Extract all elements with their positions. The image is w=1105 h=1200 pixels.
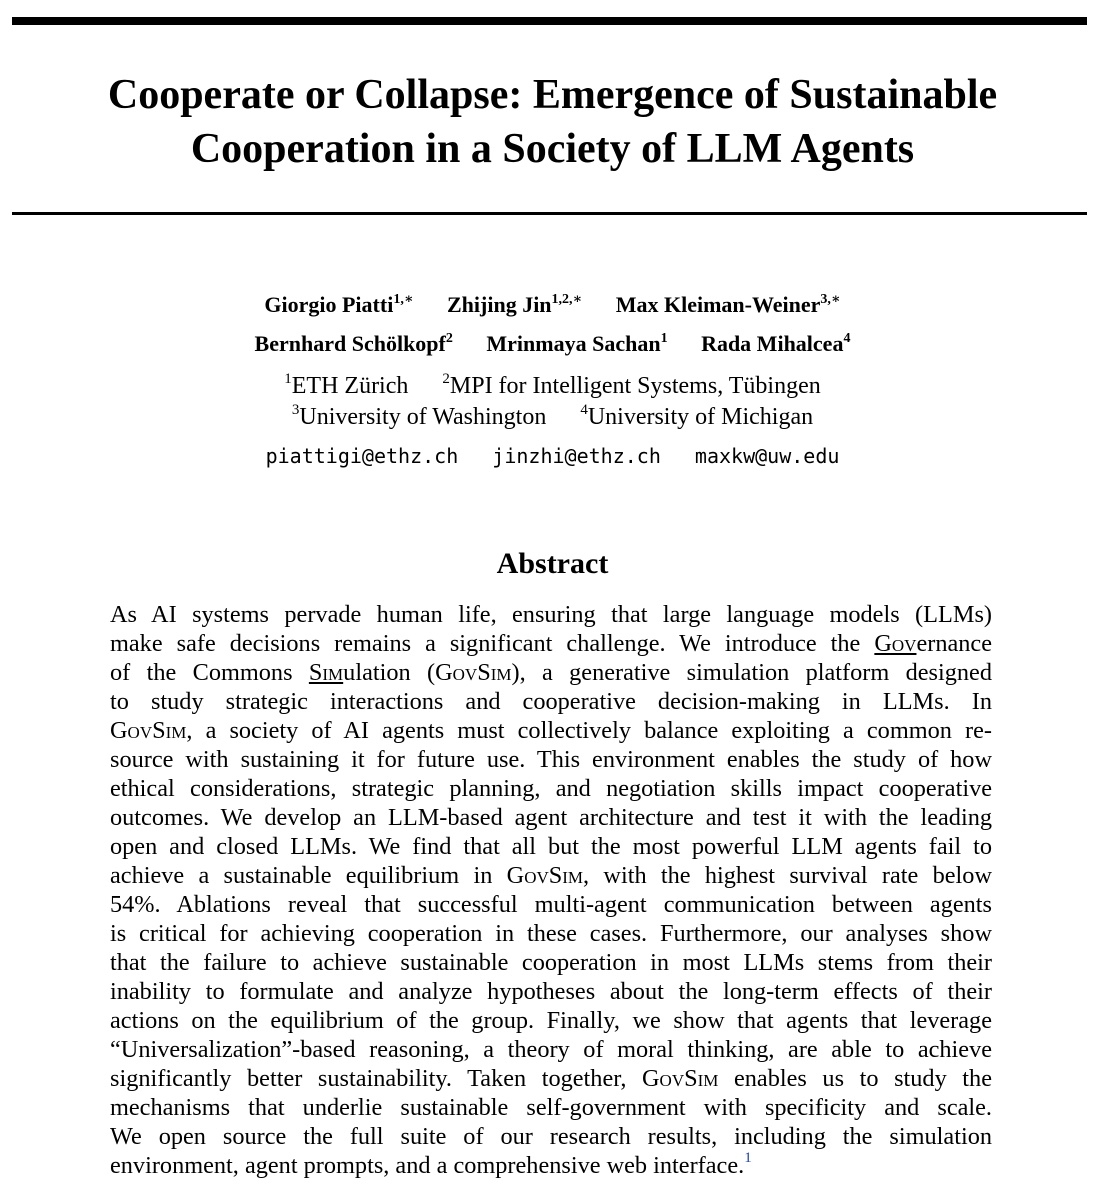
- title-line-1: Cooperate or Collapse: Emergence of Sustainable: [107, 72, 998, 118]
- affiliations: [0, 371, 1105, 433]
- abstract-line: mechanisms that underlie sustainable self-government with specificity and scale.: [110, 1094, 992, 1121]
- abstract-line: source with sustaining it for future use. This environment enables the study of how: [110, 746, 992, 773]
- govsim-acronym-sim: Sim: [308, 659, 344, 686]
- abstract-line: to study strategic interactions and cooperative decision-making in LLMs. In: [110, 688, 992, 715]
- abstract-body: [110, 600, 992, 1180]
- author-row-2: [0, 324, 1105, 363]
- abstract-line: make safe decisions remains a significant challenge. We introduce the Governance: [110, 630, 992, 657]
- abstract-line: environment, agent prompts, and a comprehensive web interface.$^1$: [110, 1150, 752, 1179]
- govsim-acronym-gov: Gov: [874, 630, 917, 657]
- affiliation: $^3$University of Washington: [291, 402, 547, 430]
- abstract-heading: Abstract: [496, 547, 609, 580]
- abstract-line: As AI systems pervade human life, ensuring that large language models (LLMs): [110, 601, 992, 628]
- affiliation-row-1: [0, 371, 1105, 402]
- email-list: [0, 442, 1105, 470]
- abstract-line: significantly better sustainability. Taken together, GovSim enables us to study the: [110, 1065, 992, 1092]
- paper-title: [0, 68, 1105, 176]
- abstract-line: that the failure to achieve sustainable cooperation in most LLMs stems from their: [110, 949, 992, 976]
- top-rule: [12, 17, 1087, 25]
- author: Max Kleiman-Weiner$^{3,∗}$: [615, 292, 841, 317]
- abstract-line: outcomes. We develop an LLM-based agent architecture and test it with the leading: [110, 804, 992, 831]
- abstract-line: actions on the equilibrium of the group. Finally, we show that agents that leverage: [110, 1007, 992, 1034]
- abstract-line: is critical for achieving cooperation in these cases. Furthermore, our analyses show: [110, 920, 992, 947]
- abstract-line: ethical considerations, strategic planning, and negotiation skills impact cooperative: [110, 775, 992, 802]
- email-link[interactable]: jinzhi@ethz.ch: [492, 444, 661, 468]
- abstract-line: achieve a sustainable equilibrium in GovSim, with the highest survival rate below: [110, 862, 992, 889]
- govsim-name: GovSim: [110, 717, 187, 744]
- affiliation-row-2: [0, 402, 1105, 433]
- author-list: [0, 285, 1105, 363]
- abstract-line: inability to formulate and analyze hypotheses about the long-term effects of their: [110, 978, 992, 1005]
- abstract-line: We open source the full suite of our research results, including the simulation: [110, 1123, 992, 1150]
- author: Giorgio Piatti$^{1,∗}$: [264, 292, 414, 317]
- govsim-name: GovSim: [642, 1065, 719, 1092]
- abstract-line: 54%. Ablations reveal that successful multi-agent communication between agents: [110, 891, 992, 918]
- abstract-line: GovSim, a society of AI agents must collectively balance exploiting a common re-: [110, 717, 992, 744]
- author-row-1: [0, 285, 1105, 324]
- author: Rada Mihalcea$^4$: [701, 331, 851, 356]
- affiliation: $^4$University of Michigan: [580, 402, 814, 430]
- email-link[interactable]: piattigi@ethz.ch: [265, 444, 459, 468]
- title-line-2: Cooperation in a Society of LLM Agents: [190, 126, 915, 172]
- affiliation: $^1$ETH Zürich: [284, 371, 409, 399]
- govsim-name: GovSim: [435, 659, 512, 686]
- abstract-line: “Universalization”-based reasoning, a theory of moral thinking, are able to achieve: [110, 1036, 992, 1063]
- footnote-link[interactable]: 1: [744, 1150, 752, 1166]
- abstract-line: of the Commons Simulation (GovSim), a generative simulation platform designed: [110, 659, 992, 686]
- author: Zhijing Jin$^{1,2,∗}$: [447, 292, 583, 317]
- author: Bernhard Schölkopf$^2$: [254, 331, 453, 356]
- author: Mrinmaya Sachan$^1$: [486, 331, 668, 356]
- govsim-name: GovSim: [506, 862, 584, 889]
- email-link[interactable]: maxkw@uw.edu: [694, 444, 840, 468]
- bottom-rule: [12, 212, 1087, 215]
- affiliation: $^2$MPI for Intelligent Systems, Tübingen: [442, 371, 821, 399]
- abstract-line: open and closed LLMs. We find that all but the most powerful LLM agents fail to: [110, 833, 992, 860]
